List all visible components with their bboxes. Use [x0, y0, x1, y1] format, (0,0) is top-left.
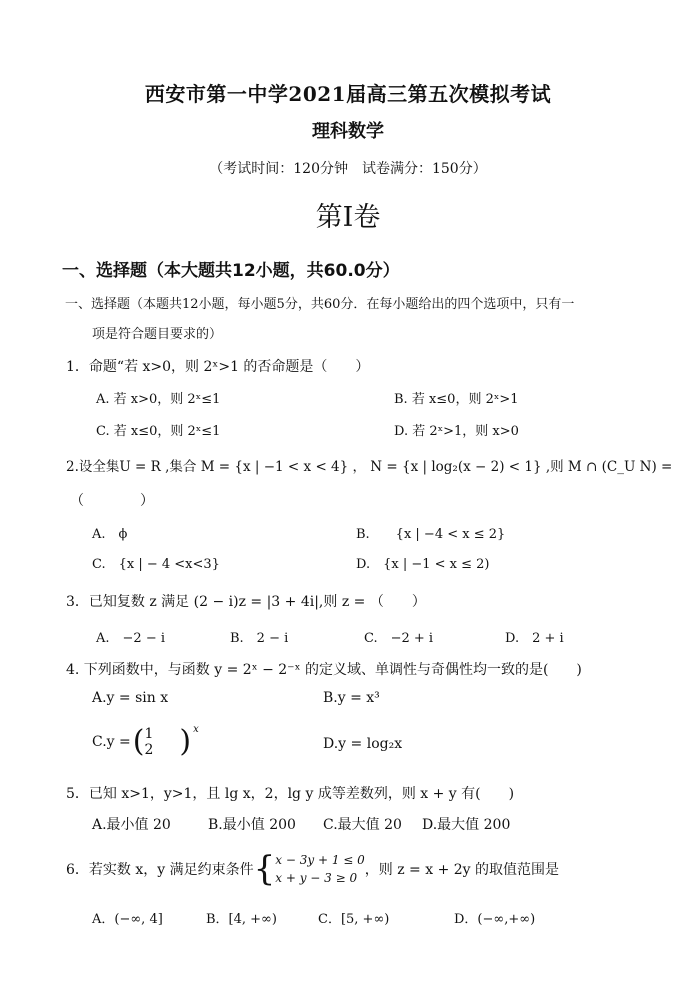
volume-heading: 第Ⅰ卷 [315, 202, 381, 233]
question-6-stem [66, 848, 559, 890]
question-4-option-c-label: C.y = [92, 734, 131, 750]
question-5-option-a: A.最小值 20 [92, 817, 171, 833]
left-brace: { [253, 849, 276, 889]
question-1-option-a: A. 若 x>0，则 2ˣ≤1 [96, 392, 221, 407]
question-4-option-c [92, 722, 199, 762]
exam-subject: 理科数学 [312, 121, 384, 142]
question-1-stem: 1．命题“若 x>0，则 2ˣ>1 的否命题是（ ） [66, 359, 370, 375]
fraction-denominator: 2 [144, 742, 154, 758]
fraction [144, 726, 153, 758]
question-4-option-b: B.y = x³ [323, 690, 380, 706]
right-paren: ) [179, 724, 192, 759]
question-3-option-d: D. 2 + i [505, 631, 564, 646]
question-3-option-c: C. −2 + i [364, 631, 434, 646]
question-6-stem-suffix: ，则 z = x + 2y 的取值范围是 [364, 862, 560, 878]
left-paren: ( [132, 724, 145, 759]
section-note-line1: 一、选择题（本题共12小题，每小题5分，共60分．在每小题给出的四个选项中，只有一 [65, 297, 575, 312]
question-6-stem-prefix: 6．若实数 x，y 满足约束条件 [66, 862, 254, 878]
fraction-exponent: x [193, 724, 199, 735]
question-2-option-b: B. {x | −4 < x ≤ 2} [356, 527, 506, 542]
question-3-option-a: A. −2 − i [96, 631, 165, 646]
exam-info: （考试时间：120分钟 试卷满分：150分） [209, 161, 487, 177]
question-4-option-d: D.y = log₂x [323, 736, 403, 752]
question-2-option-d: D. {x | −1 < x ≤ 2) [356, 557, 490, 572]
constraint-system [275, 851, 365, 887]
question-6-option-c: C．[5, +∞) [318, 912, 390, 927]
fraction-numerator: 1 [144, 726, 154, 742]
question-6-option-b: B．[4, +∞) [206, 912, 277, 927]
question-4-stem: 4. 下列函数中，与函数 y = 2ˣ − 2⁻ˣ 的定义域、单调性与奇偶性均一致的是( ) [66, 662, 582, 678]
question-6-option-d: D．(−∞,+∞) [454, 912, 536, 927]
question-5-stem: 5．已知 x>1，y>1，且 lg x，2，lg y 成等差数列，则 x + y 有( ) [66, 786, 515, 802]
question-3-option-b: B. 2 − i [230, 631, 289, 646]
constraint-2: x + y − 3 ≥ 0 [275, 871, 358, 885]
question-5-option-c: C.最大值 20 [323, 817, 402, 833]
question-2-stem-line1: 2.设全集U = R ,集合 M = {x | −1 < x < 4} ， N = {x | log₂(x − 2) < 1} ,则 M ∩ (C_U N) = [66, 459, 673, 475]
question-2-option-a: A. ϕ [92, 527, 128, 542]
question-6-option-a: A．(−∞, 4] [92, 912, 163, 927]
question-5-option-d: D.最大值 200 [422, 817, 511, 833]
question-3-stem: 3．已知复数 z 满足 (2 − i)z = |3 + 4i|,则 z = （ ） [66, 594, 426, 610]
question-2-option-c: C. {x | − 4 <x<3} [92, 557, 220, 572]
question-4-option-a: A.y = sin x [92, 690, 169, 706]
exam-title: 西安市第一中学2021届高三第五次模拟考试 [144, 82, 552, 106]
question-2-stem-line2: （ ） [70, 493, 154, 509]
question-1-option-d: D. 若 2ˣ>1，则 x>0 [394, 424, 519, 439]
section-note-line2: 项是符合题目要求的） [92, 327, 223, 342]
constraint-1: x − 3y + 1 ≤ 0 [275, 853, 365, 867]
question-1-option-b: B. 若 x≤0，则 2ˣ>1 [394, 392, 519, 407]
question-1-option-c: C. 若 x≤0，则 2ˣ≤1 [96, 424, 221, 439]
section-heading: 一、选择题（本大题共12小题，共60.0分） [62, 261, 400, 281]
question-5-option-b: B.最小值 200 [208, 817, 296, 833]
